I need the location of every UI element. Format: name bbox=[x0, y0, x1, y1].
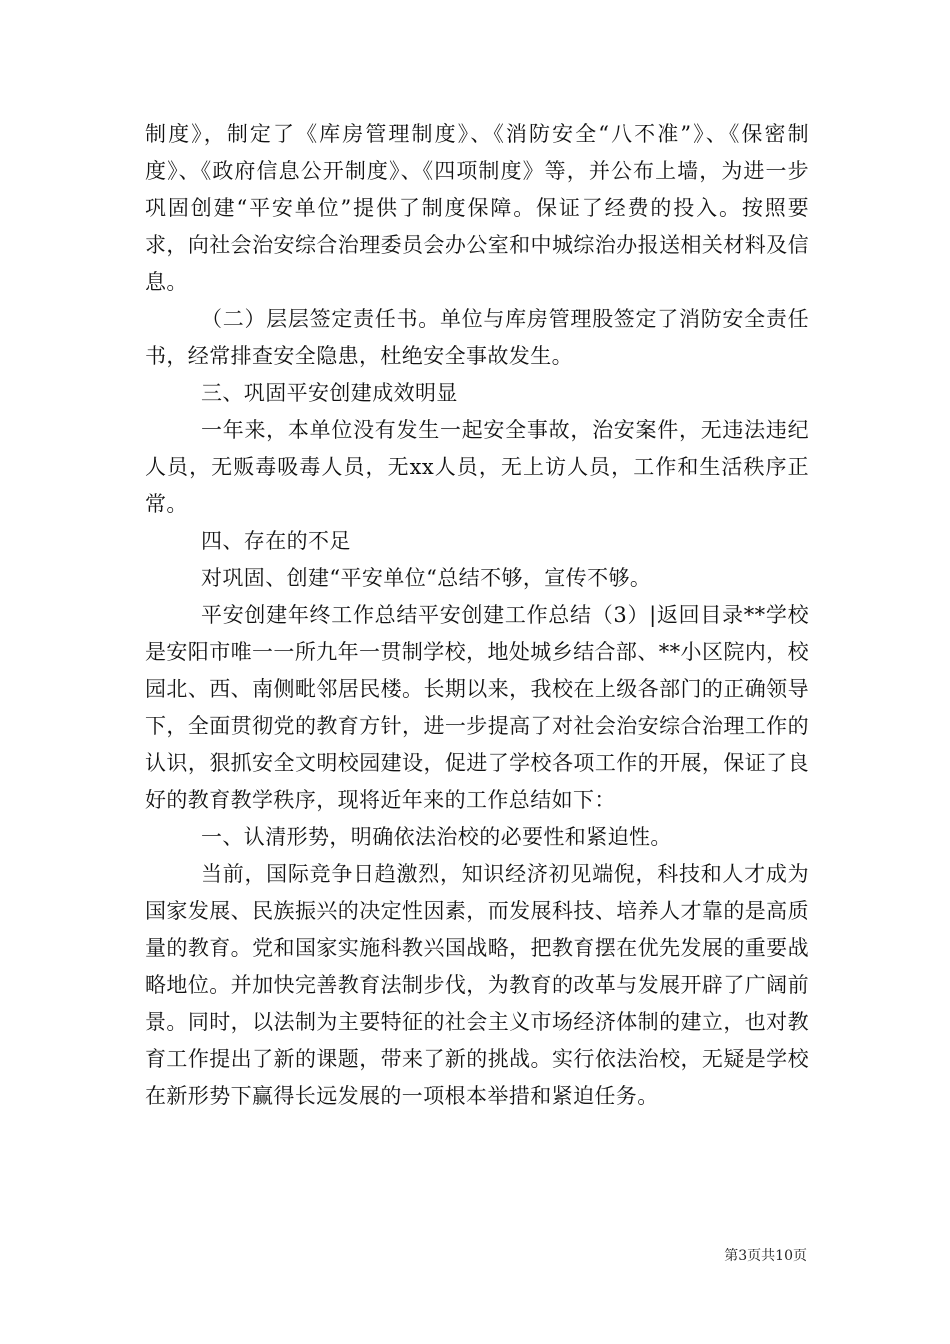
page-number: 第3页共10页 bbox=[724, 1248, 807, 1264]
paragraph-school-intro: 平安创建年终工作总结平安创建工作总结（3）|返回目录**学校是安阳市唯一一所九年一贯制学校，地处城乡结合部、**小区院内，校园北、西、南侧毗邻居民楼。长期以来，我校在上级各部门的正确领导下，全面贯彻党的教育方针，进一步提高了对社会治安综合治理工作的认识，狠抓安全文明校园建设，促进了学校各项工作的开展，保证了良好的教育教学秩序，现将近年来的工作总结如下： bbox=[145, 603, 809, 812]
section-heading-four: 四、存在的不足 bbox=[201, 529, 351, 553]
section-heading-one: 一、认清形势，明确依法治校的必要性和紧迫性。 bbox=[201, 825, 672, 849]
section-heading-three: 三、巩固平安创建成效明显 bbox=[201, 381, 458, 405]
paragraph-responsibility: （二）层层签定责任书。单位与库房管理股签定了消防安全责任书，经常排查安全隐患，杜绝安全事故发生。 bbox=[145, 307, 809, 368]
paragraph-current-situation: 当前，国际竞争日趋激烈，知识经济初见端倪，科技和人才成为国家发展、民族振兴的决定性因素，而发展科技、培养人才靠的是高质量的教育。党和国家实施科教兴国战略，把教育摆在优先发展的重要战略地位。并加快完善教育法制步伐，为教育的改革与发展开辟了广阔前景。同时，以法制为主要特征的社会主义市场经济体制的建立，也对教育工作提出了新的课题，带来了新的挑战。实行依法治校，无疑是学校在新形势下赢得长远发展的一项根本举措和紧迫任务。 bbox=[145, 862, 809, 1108]
paragraph-continuation: 制度》，制定了《库房管理制度》、《消防安全“八不准”》、《保密制度》、《政府信息公开制度》、《四项制度》等，并公布上墙，为进一步巩固创建“平安单位”提供了制度保障。保证了经费的投入。按照要求，向社会治安综合治理委员会办公室和中城综治办报送相关材料及信息。 bbox=[145, 122, 809, 294]
paragraph-results: 一年来，本单位没有发生一起安全事故，治安案件，无违法违纪人员，无贩毒吸毒人员，无xx人员，无上访人员，工作和生活秩序正常。 bbox=[145, 418, 809, 516]
paragraph-shortcomings: 对巩固、创建“平安单位“总结不够，宣传不够。 bbox=[201, 566, 652, 590]
document-body bbox=[145, 116, 809, 1115]
